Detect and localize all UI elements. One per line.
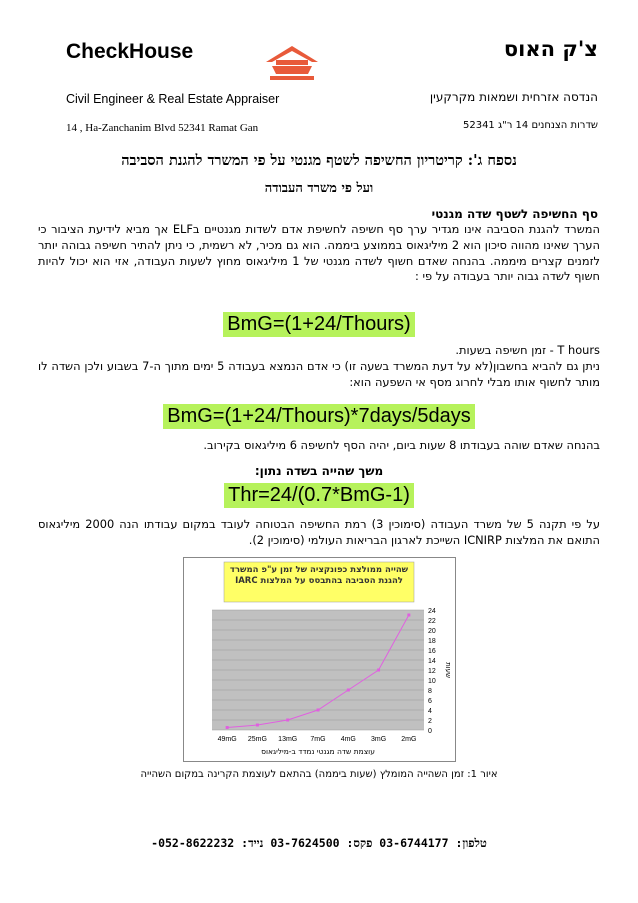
formula-box: BmG=(1+24/Thours) — [223, 312, 414, 337]
data-point — [377, 669, 380, 672]
appendix-subtitle: ועל פי משרד העבודה — [264, 181, 374, 196]
figure-caption: איור 1: זמן השהייה המומלץ (שעות ביממה) בהתאם לעוצמת הקרינה במקום השהייה — [140, 769, 498, 780]
chart-title: שהייה ממולצת כפונקציה של זמן ע"פ המשרד להגנת הסביבה בהתבסס על המלצות IARC — [229, 565, 409, 586]
exposure-chart — [183, 557, 456, 762]
weekly-explanation: ניתן גם להביא בחשבון(לא על דעת המשרד בשעה זו) כי אדם הנמצא בעבודה 5 ימים מתוך ה-7 בשבוע ולכן השדה לו מותר לחשוף אותו מבלי לחרוג מסף אי השפעה הוא: — [38, 358, 600, 389]
house-logo-icon — [262, 40, 322, 84]
y-tick-label: 4 — [428, 708, 432, 715]
y-tick-label: 14 — [428, 658, 436, 665]
given-heading: משך שהייה בשדה נתון: — [254, 464, 384, 478]
paragraph-regulation: על פי תקנה 5 של משרד העבודה (סימוכין 3) רמת החשיפה הבטוחה לעובד במקום עבודתו הנה 2000 מיליגאוס התואם את המלצות ICNIRP השייכת לארגון הבריאות העולמי (סימוכין 2). — [38, 517, 600, 547]
x-tick-label: 25mG — [247, 736, 267, 743]
y-tick-label: 2 — [428, 718, 432, 725]
data-point — [256, 724, 259, 727]
x-axis-label: עוצמת שדה מגנטי נמדד ב-מיליגאוס — [261, 747, 375, 756]
appendix-title: נספח ג': קריטריון החשיפה לשטף מגנטי על פי המשרד להגנת הסביבה — [121, 152, 517, 169]
address-he: שדרות הצנחנים 14 ר"ג 52341 — [462, 120, 598, 131]
y-tick-label: 6 — [428, 698, 432, 705]
y-tick-label: 8 — [428, 688, 432, 695]
data-point — [286, 719, 289, 722]
x-tick-label: 7mG — [310, 736, 326, 743]
x-tick-label: 13mG — [278, 736, 298, 743]
brand-name-en: CheckHouse — [66, 40, 194, 63]
data-point — [317, 709, 320, 712]
section-heading: סף החשיפה לשטף שדה מגנטי — [431, 207, 598, 221]
x-tick-label: 4mG — [340, 736, 356, 743]
y-tick-label: 16 — [428, 648, 436, 655]
y-tick-label: 18 — [428, 638, 436, 645]
y-tick-label: 20 — [428, 628, 436, 635]
formula-weekly — [0, 404, 638, 429]
formula-box: Thr=24/(0.7*BmG-1) — [224, 483, 414, 508]
x-tick-label: 3mG — [370, 736, 387, 743]
y-tick-label: 0 — [428, 728, 432, 735]
chart-svg — [184, 558, 455, 761]
x-tick-label: 2mG — [401, 736, 417, 743]
data-point — [407, 614, 410, 617]
x-tick-label: 49mG — [217, 736, 237, 743]
y-axis-label: שעות — [444, 662, 452, 678]
formula-basic — [0, 312, 638, 337]
thours-definition: T hours - זמן חשיפה בשעות. — [455, 343, 600, 357]
y-tick-label: 24 — [428, 608, 436, 615]
y-tick-label: 12 — [428, 668, 436, 675]
data-point — [226, 726, 229, 729]
subtitle-en: Civil Engineer & Real Estate Appraiser — [66, 92, 280, 106]
paragraph-weekly — [38, 343, 600, 390]
subtitle-he: הנדסה אזרחית ושמאות מקרקעין — [429, 90, 598, 104]
data-point — [347, 689, 350, 692]
contact-footer: טלפון: 03-6744177 פקס: 03-7624500 נייד: 052-8622232- — [151, 836, 487, 850]
formula-box: BmG=(1+24/Thours)*7days/5days — [163, 404, 475, 429]
brand-name-he: צ'ק האוס — [503, 37, 598, 61]
y-tick-label: 22 — [428, 618, 436, 625]
formula-duration — [0, 483, 638, 508]
address-en: 14 , Ha-Zanchanim Blvd 52341 Ramat Gan — [66, 122, 259, 134]
y-tick-label: 10 — [428, 678, 436, 685]
paragraph-assumption: בהנחה שאדם שוהה בעבודתו 8 שעות ביום, יהיה הסף לחשיפה 6 מיליגאוס בקירוב. — [203, 438, 600, 452]
paragraph-intro: המשרד להגנת הסביבה אינו מגדיר ערך סף חשיפה לחשיפת אדם לשדות מגנטיים בELF אך מביא לידיעת הציבור כי הערך שאינו מהווה סיכון הוא 2 מיליגאוס בממוצע ביממה. הוא גם מכיר, לא רשמית, כי ניתן להתיר חשיפה גבוהה יותר לזמנים קצרים מיממה. בהנחה שאדם חשוף לשדה מגנטי של 1 מיליגאוס מחוץ לשעות העבודה, אזי הוא יכול להיות חשוף לשדה גבוה יותר בעבודה על פי : — [38, 222, 601, 284]
